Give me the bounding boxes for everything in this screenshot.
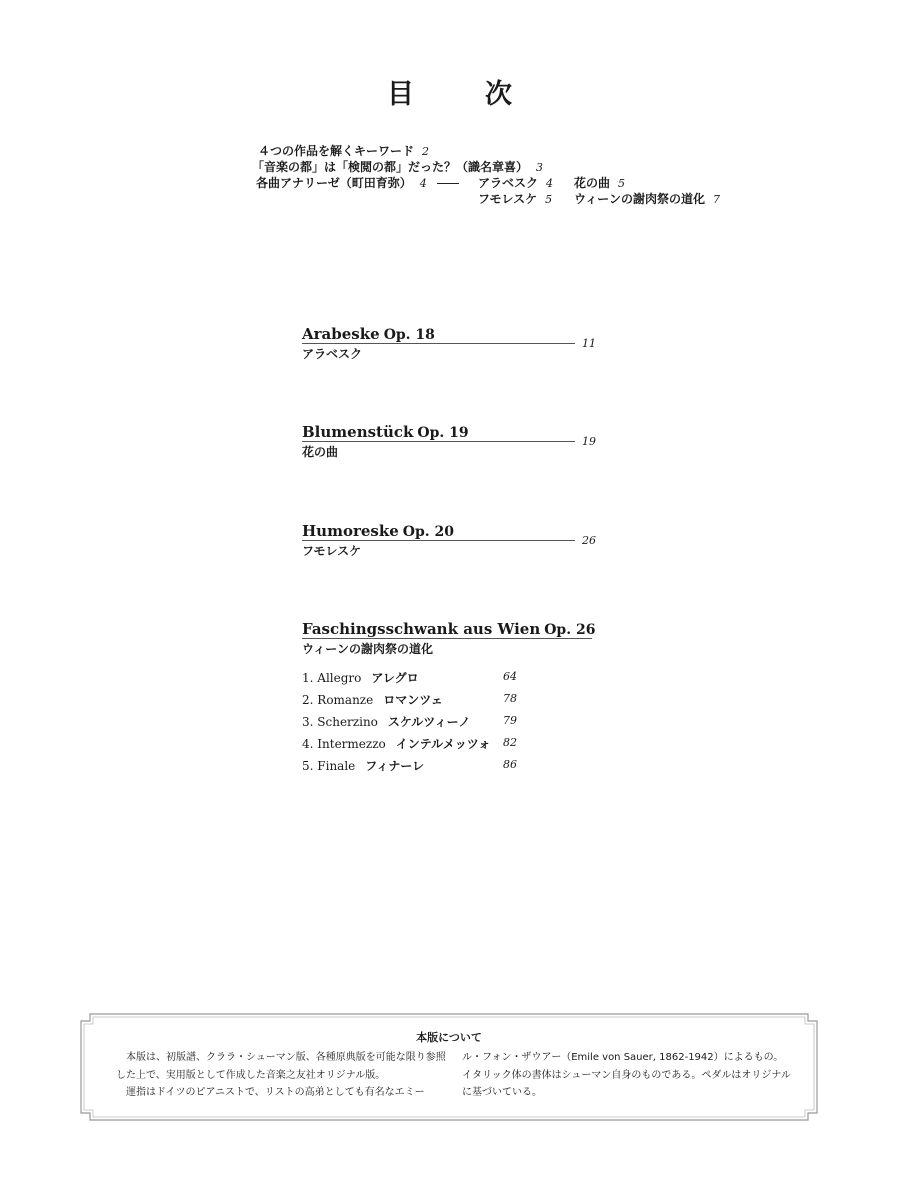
- movement-name: Scherzino: [317, 715, 378, 729]
- analysis-item-humoreske[interactable]: [478, 191, 552, 208]
- work-title-humoreske[interactable]: [302, 522, 454, 540]
- movement-japanese: スケルツィーノ: [387, 715, 471, 729]
- work-title-arabeske[interactable]: [302, 325, 435, 343]
- work-japanese-title: ウィーンの謝肉祭の道化: [302, 642, 434, 656]
- movement-number: 1.: [302, 671, 314, 685]
- work-page: 19: [582, 435, 596, 448]
- movement-item[interactable]: [302, 669, 419, 686]
- analysis-page: 7: [713, 193, 721, 206]
- movement-name: Romanze: [317, 693, 374, 707]
- analysis-label: 花の曲: [574, 176, 611, 190]
- work-title-faschingsschwank[interactable]: [302, 620, 595, 638]
- dash-separator: [437, 183, 459, 184]
- movement-page: 64: [503, 670, 517, 683]
- movement-name: Intermezzo: [317, 737, 386, 751]
- title-rule: [302, 540, 575, 541]
- intro-keywords-text: ４つの作品を解くキーワード: [258, 144, 415, 158]
- edition-note-left-column: 本版は、初版譜、クララ・シューマン版、各種原典版を可能な限り参照した上で、実用版として作成した音楽之友社オリジナル版。 運指はドイツのピアニストで、リストの高弟としても有名なエミー: [116, 1052, 446, 1098]
- work-title-text: Humoreske: [302, 522, 399, 540]
- analysis-label: アラベスク: [478, 176, 539, 190]
- movement-item[interactable]: [302, 713, 470, 730]
- analysis-item-arabeske[interactable]: [478, 175, 553, 192]
- edition-note-heading: 本版について: [416, 1031, 482, 1044]
- movement-name: Finale: [317, 759, 356, 773]
- work-title-text: Arabeske: [302, 325, 380, 343]
- movement-japanese: ロマンツェ: [383, 693, 443, 707]
- title-rule: [302, 441, 575, 442]
- work-japanese-title: 花の曲: [302, 445, 339, 459]
- movement-page: 82: [503, 736, 517, 749]
- movement-japanese: アレグロ: [371, 671, 419, 685]
- work-opus: Op. 18: [383, 327, 435, 343]
- analysis-label: フモレスケ: [478, 192, 538, 206]
- intro-essay-page: 3: [536, 161, 544, 174]
- analysis-item-faschingsschwank[interactable]: [574, 191, 720, 208]
- intro-line-analysis[interactable]: [256, 175, 469, 192]
- intro-line-keywords[interactable]: [258, 143, 429, 160]
- work-japanese-title: フモレスケ: [302, 544, 362, 558]
- movement-item[interactable]: [302, 757, 424, 774]
- analysis-page: 5: [545, 193, 553, 206]
- analysis-item-blumenstueck[interactable]: [574, 175, 625, 192]
- analysis-page: 4: [546, 177, 554, 190]
- movement-page: 79: [503, 714, 517, 727]
- intro-keywords-page: 2: [422, 145, 430, 158]
- work-opus: Op. 20: [402, 524, 455, 540]
- movement-number: 3.: [302, 715, 314, 729]
- work-opus: Op. 19: [417, 425, 469, 441]
- work-japanese-title: アラベスク: [302, 347, 363, 361]
- title-rule: [302, 343, 575, 344]
- work-title-blumenstueck[interactable]: [302, 423, 469, 441]
- title-rule: [302, 638, 592, 639]
- movement-item[interactable]: [302, 691, 443, 708]
- movement-number: 5.: [302, 759, 314, 773]
- analysis-label: ウィーンの謝肉祭の道化: [574, 192, 706, 206]
- page-title: 目 次: [387, 79, 534, 110]
- work-page: 11: [582, 337, 596, 350]
- movement-page: 86: [503, 758, 517, 771]
- edition-note-right-column: ル・フォン・ザウアー（Emile von Sauer, 1862-1942）によるもの。イタリック体の書体はシューマン自身のものである。ペダルはオリジナルに基づいている。: [462, 1052, 791, 1098]
- intro-analysis-page: 4: [419, 177, 427, 190]
- intro-essay-text: 「音楽の都」は「検閲の都」だった？（識名章喜）: [252, 160, 529, 174]
- movement-japanese: インテルメッツォ: [395, 737, 491, 751]
- work-page: 26: [582, 534, 596, 547]
- movement-number: 2.: [302, 693, 314, 707]
- work-opus: Op. 26: [544, 622, 596, 638]
- intro-analysis-text: 各曲アナリーゼ（町田育弥）: [256, 176, 412, 190]
- movement-japanese: フィナーレ: [365, 759, 425, 773]
- movement-page: 78: [503, 692, 517, 705]
- movement-number: 4.: [302, 737, 314, 751]
- analysis-page: 5: [618, 177, 626, 190]
- work-title-text: Blumenstück: [302, 423, 414, 441]
- intro-line-essay[interactable]: [252, 159, 543, 176]
- work-title-text: Faschingsschwank aus Wien: [302, 620, 541, 638]
- movement-name: Allegro: [317, 671, 362, 685]
- movement-item[interactable]: [302, 735, 490, 752]
